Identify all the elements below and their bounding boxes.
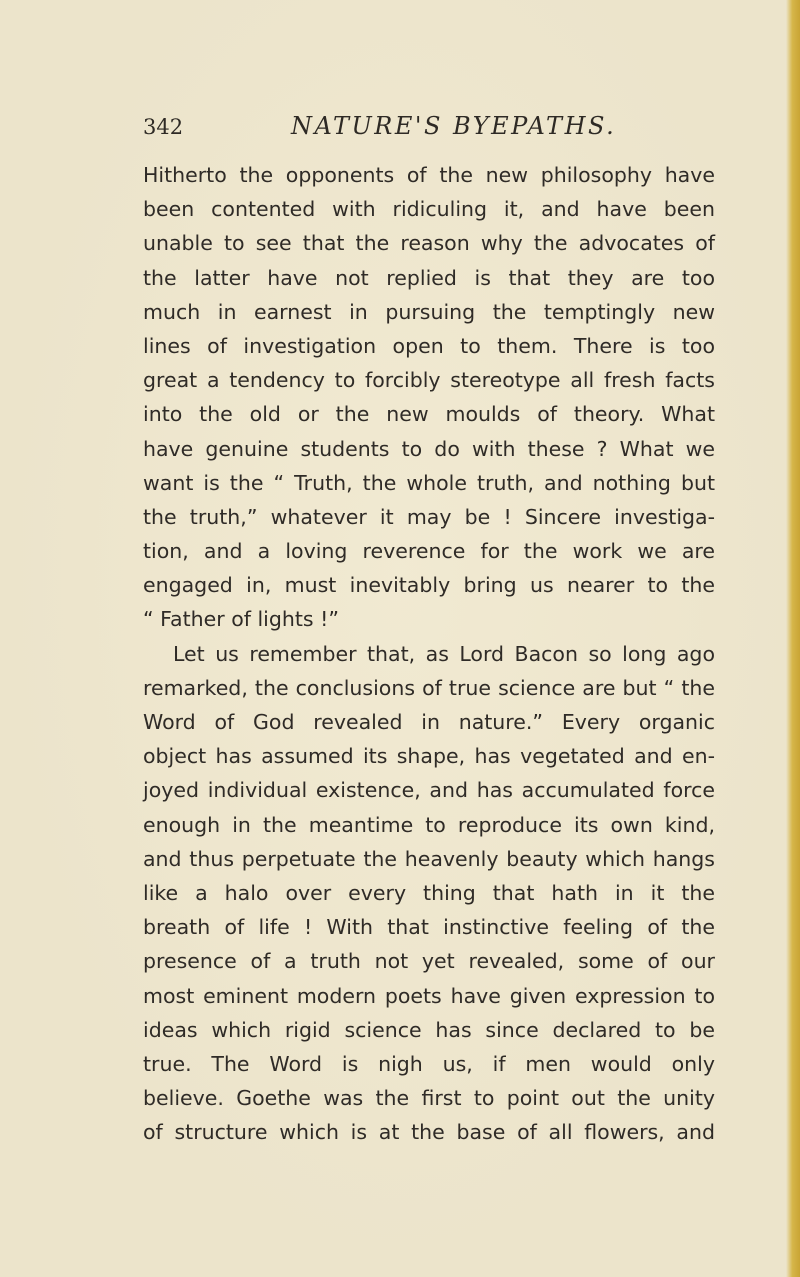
text-line: tion, and a loving reverence for the work we are xyxy=(143,539,715,564)
body-text xyxy=(143,158,715,1149)
text-line: great a tendency to forcibly stereotype all fresh facts xyxy=(143,368,715,393)
text-line: breath of life ! With that instinctive feeling of the xyxy=(143,915,715,940)
text-line: believe. Goethe was the first to point out the unity xyxy=(143,1086,715,1111)
page-header xyxy=(143,112,715,148)
paragraph-2 xyxy=(143,637,715,1150)
text-line: want is the “ Truth, the whole truth, and nothing but xyxy=(143,470,715,495)
page-number: 342 xyxy=(143,115,184,139)
text-line: joyed individual existence, and has accumulated force xyxy=(143,778,715,803)
text-line: been contented with ridiculing it, and have been xyxy=(143,197,715,222)
text-line: presence of a truth not yet revealed, some of our xyxy=(143,949,715,974)
text-line: the truth,” whatever it may be ! Sincere investiga- xyxy=(143,504,715,529)
text-line: Word of God revealed in nature.” Every organic xyxy=(143,710,715,734)
text-line: Let us remember that, as Lord Bacon so long ago xyxy=(173,641,715,666)
text-line: unable to see that the reason why the advocates of xyxy=(143,231,715,256)
text-line: lines of investigation open to them. There is too xyxy=(143,333,715,358)
text-line: true. The Word is nigh us, if men would only xyxy=(143,1051,715,1076)
text-line: much in earnest in pursuing the temptingly new xyxy=(143,299,715,324)
text-line: engaged in, must inevitably bring us nearer to the xyxy=(143,573,715,598)
text-line: of structure which is at the base of all flowers, and xyxy=(143,1120,715,1145)
text-line: “ Father of lights !” xyxy=(143,607,339,632)
running-head: NATURE'S BYEPATHS. xyxy=(291,112,617,140)
text-line: enough in the meantime to reproduce its own kind, xyxy=(143,812,715,837)
text-line: have genuine students to do with these ? What we xyxy=(143,436,715,461)
text-line: object has assumed its shape, has vegetated and en- xyxy=(143,744,715,769)
text-line: ideas which rigid science has since declared to be xyxy=(143,1017,715,1042)
text-line: Hitherto the opponents of the new philosophy have xyxy=(143,163,715,187)
text-line: into the old or the new moulds of theory. What xyxy=(143,402,715,427)
text-line: like a halo over every thing that hath in it the xyxy=(143,880,715,905)
text-line: remarked, the conclusions of true science are but “ the xyxy=(143,675,715,700)
text-line: most eminent modern poets have given expression to xyxy=(143,983,715,1008)
text-line: the latter have not replied is that they are too xyxy=(143,265,715,290)
paragraph-1 xyxy=(143,158,715,637)
text-line: and thus perpetuate the heavenly beauty which hangs xyxy=(143,846,715,871)
page-edge xyxy=(786,0,800,1277)
